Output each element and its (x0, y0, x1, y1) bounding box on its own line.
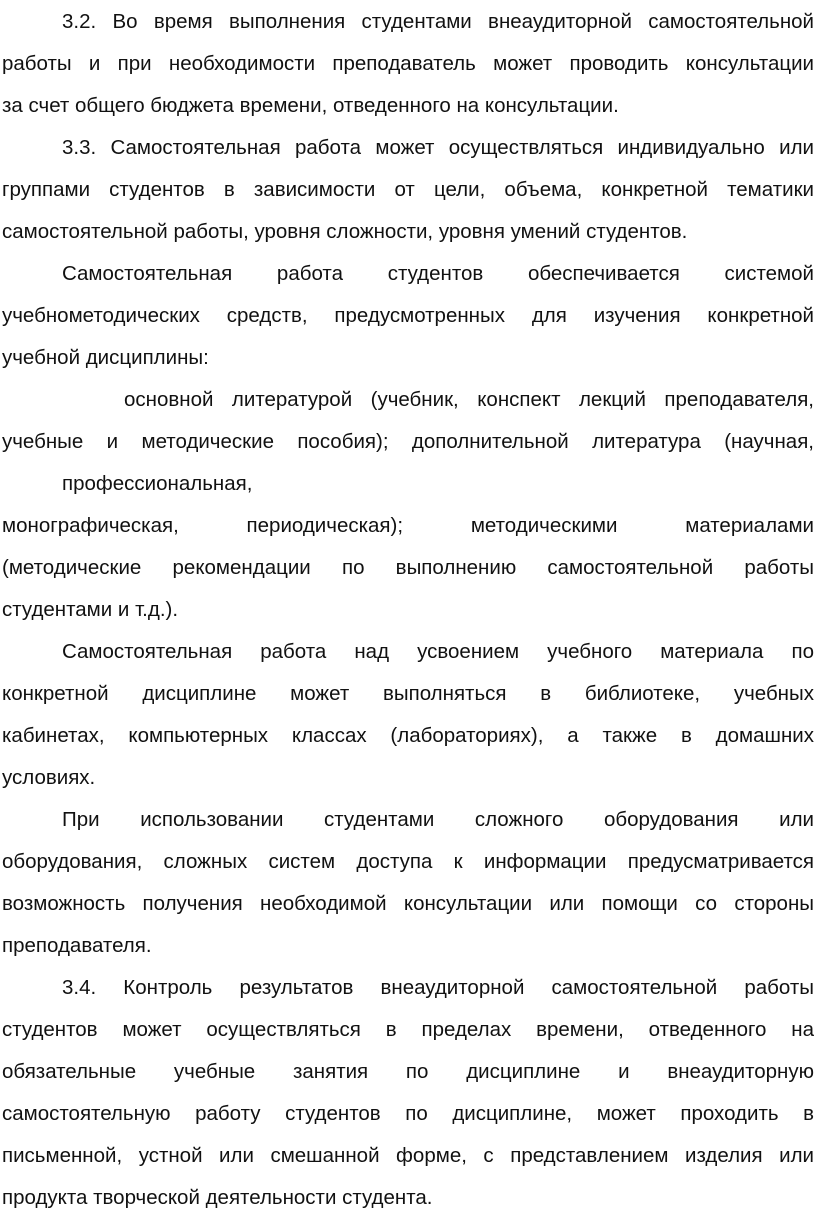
text-line: возможность получения необходимой консультации или помощи со стороны (2, 892, 814, 915)
text-line: группами студентов в зависимости от цели, объема, конкретной тематики (2, 178, 814, 201)
text-line: 3.4. Контроль результатов внеаудиторной самостоятельной работы (62, 976, 814, 999)
text-line: конкретной дисциплине может выполняться в библиотеке, учебных (2, 682, 814, 705)
text-line: учебнометодических средств, предусмотренных для изучения конкретной (2, 304, 814, 327)
text-line: письменной, устной или смешанной форме, с представлением изделия или (2, 1144, 814, 1167)
text-line: условиях. (2, 766, 96, 789)
text-line: При использовании студентами сложного оборудования или (62, 808, 814, 831)
text-line: монографическая, периодическая); методическими материалами (2, 514, 814, 537)
text-line: 3.2. Во время выполнения студентами внеаудиторной самостоятельной (62, 10, 814, 33)
text-line: студентов может осуществляться в пределах времени, отведенного на (2, 1018, 814, 1041)
text-line: работы и при необходимости преподаватель может проводить консультации (2, 52, 814, 75)
text-line: профессиональная, (62, 472, 253, 495)
text-line: основной литературой (учебник, конспект лекций преподавателя, (124, 388, 814, 411)
text-line: (методические рекомендации по выполнению самостоятельной работы (2, 556, 814, 579)
text-line: преподавателя. (2, 934, 152, 957)
text-line: продукта творческой деятельности студента. (2, 1186, 433, 1209)
text-line: учебной дисциплины: (2, 346, 209, 369)
text-line: 3.3. Самостоятельная работа может осуществляться индивидуально или (62, 136, 814, 159)
text-line: учебные и методические пособия); дополнительной литература (научная, (2, 430, 814, 453)
text-line: самостоятельной работы, уровня сложности, уровня умений студентов. (2, 220, 688, 243)
text-line: студентами и т.д.). (2, 598, 179, 621)
text-line: за счет общего бюджета времени, отведенного на консультации. (2, 94, 619, 117)
text-line: оборудования, сложных систем доступа к информации предусматривается (2, 850, 814, 873)
text-line: кабинетах, компьютерных классах (лабораториях), а также в домашних (2, 724, 814, 747)
text-line: обязательные учебные занятия по дисциплине и внеаудиторную (2, 1060, 814, 1083)
text-line: Самостоятельная работа студентов обеспечивается системой (62, 262, 814, 285)
text-line: самостоятельную работу студентов по дисциплине, может проходить в (2, 1102, 814, 1125)
text-line: Самостоятельная работа над усвоением учебного материала по (62, 640, 814, 663)
